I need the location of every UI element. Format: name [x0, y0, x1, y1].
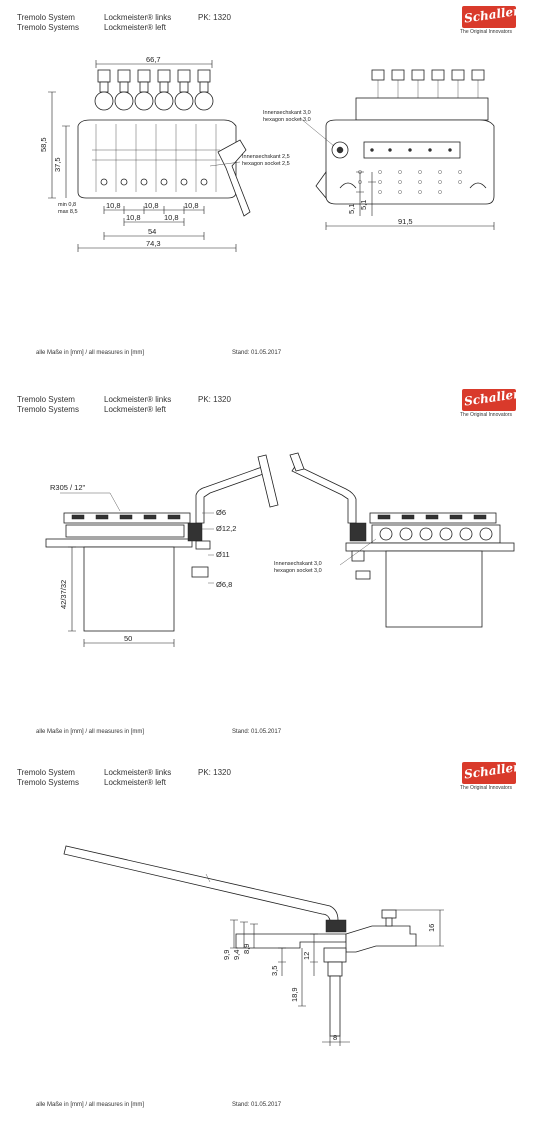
front-view: [39, 55, 290, 252]
side-body: [326, 120, 494, 204]
footer-units: alle Maße in [mm] / all measures in [mm]: [36, 1102, 145, 1108]
fine-tuners: [95, 70, 213, 110]
dim-side-width: 91,5: [398, 217, 413, 226]
footer-units: alle Maße in [mm] / all measures in [mm]: [36, 729, 145, 735]
model-label-de: Lockmeister® links: [104, 768, 172, 777]
logo-brand: Schaller: [463, 386, 521, 409]
dim-side-h2: 5,1: [359, 199, 368, 210]
saddle-row: [66, 525, 184, 537]
dim-span-inner: 54: [148, 227, 157, 236]
dim-height-body: 37,5: [53, 157, 62, 172]
locking-unit: [346, 926, 416, 952]
dim-width-top: 66,7: [146, 55, 161, 64]
footer-units: alle Maße in [mm] / all measures in [mm]: [36, 350, 145, 356]
dim-spacing-a: 10,8: [106, 201, 121, 210]
dim-h89: 8,9: [242, 943, 251, 954]
arm-collar: [188, 523, 202, 541]
model-label-en: Lockmeister® left: [104, 778, 166, 787]
dim-h16: 16: [427, 923, 436, 932]
side-top-plate: [356, 98, 488, 120]
note-socket30-de: Innensechskant 3,0: [274, 561, 322, 567]
dim-dia68: Ø6,8: [216, 580, 233, 589]
footer-date: Stand: 01.05.2017: [232, 350, 282, 356]
logo-tagline: The Original Innovators: [460, 412, 512, 418]
system-label-en: Tremolo Systems: [17, 405, 79, 414]
left-assembly: [46, 455, 278, 647]
drawing-sheet-3: [0, 754, 535, 1131]
model-label-de: Lockmeister® links: [104, 13, 172, 22]
sheet-3-drawing: [0, 754, 535, 1131]
part-code: PK: 1320: [198, 395, 231, 404]
tremolo-arm-right: [292, 465, 356, 523]
dim-spacing-b: 10,8: [144, 201, 159, 210]
part-code: PK: 1320: [198, 768, 231, 777]
system-label-en: Tremolo Systems: [17, 778, 79, 787]
logo-brand: Schaller: [463, 759, 521, 782]
note-socket25-en: hexagon socket 2,5: [242, 161, 290, 167]
bridge-body: [78, 120, 236, 198]
dim-h99: 9,9: [222, 949, 231, 960]
tremolo-arm-left: [196, 467, 266, 523]
sustain-block: [84, 547, 174, 631]
logo-tagline: The Original Innovators: [460, 29, 512, 35]
dim-dia12: Ø12,2: [216, 524, 237, 533]
dim-radius: R305 / 12": [50, 483, 86, 492]
dim-range-max: max 8,5: [58, 209, 78, 215]
dim-side-h1: 5,1: [347, 203, 356, 214]
dim-h12: 12: [302, 951, 311, 960]
note-socket30-de: Innensechskant 3,0: [263, 110, 311, 116]
side-view: [263, 70, 494, 230]
note-socket30-en: hexagon socket 3,0: [263, 117, 311, 123]
dim-block-width: 50: [124, 634, 133, 643]
model-label-en: Lockmeister® left: [104, 405, 166, 414]
right-assembly: [274, 453, 514, 627]
right-arm-collar: [350, 523, 366, 541]
drawing-sheet-1: [0, 0, 535, 377]
stud-post: [330, 976, 340, 1036]
dim-h35: 3,5: [270, 965, 279, 976]
system-label-en: Tremolo Systems: [17, 23, 79, 32]
dim-dia11: Ø11: [216, 550, 230, 559]
side-elevation: [64, 846, 444, 1046]
system-label-de: Tremolo System: [17, 395, 75, 404]
model-label-de: Lockmeister® links: [104, 395, 172, 404]
base-plate-side: [236, 934, 346, 948]
logo-brand: Schaller: [463, 3, 521, 26]
footer-date: Stand: 01.05.2017: [232, 1102, 282, 1108]
dim-dia6: Ø6: [216, 508, 227, 517]
part-code: PK: 1320: [198, 13, 231, 22]
dim-range-min: min 0,8: [58, 202, 77, 208]
right-sustain-block: [386, 551, 482, 627]
dim-spacing-c: 10,8: [184, 201, 199, 210]
dim-span-outer: 74,3: [146, 239, 161, 248]
base-plate: [46, 539, 192, 547]
dim-height-total: 58,5: [39, 137, 48, 152]
logo-tagline: The Original Innovators: [460, 785, 512, 791]
dim-block-height: 42/37/32: [59, 579, 68, 609]
dim-h94: 9,4: [232, 949, 241, 960]
model-label-en: Lockmeister® left: [104, 23, 166, 32]
sheet-1-drawing: [0, 0, 535, 377]
sheet-2-drawing: [0, 377, 535, 754]
dim-h189: 18,9: [290, 987, 299, 1002]
dim-spacing-d: 10,8: [126, 213, 141, 222]
side-lock-plate: [364, 142, 460, 158]
system-label-de: Tremolo System: [17, 768, 75, 777]
arm-collar-side: [326, 920, 346, 932]
right-base-plate: [346, 543, 514, 551]
tremolo-arm-side: [64, 846, 338, 928]
footer-date: Stand: 01.05.2017: [232, 729, 282, 735]
dim-spacing-e: 10,8: [164, 213, 179, 222]
note-socket25-de: Innensechskant 2,5: [242, 154, 290, 160]
dim-w8: 8: [333, 1033, 338, 1042]
drawing-sheet-2: [0, 377, 535, 754]
note-socket30-en: hexagon socket 3,0: [274, 568, 322, 574]
system-label-de: Tremolo System: [17, 13, 75, 22]
